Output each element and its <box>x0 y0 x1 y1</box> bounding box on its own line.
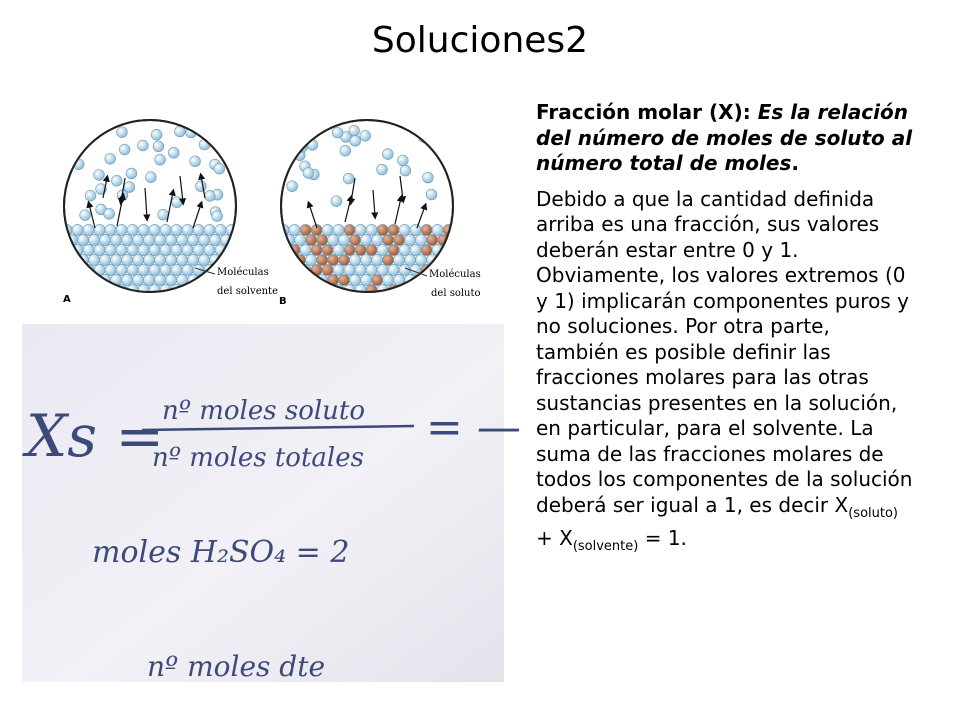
panel-a-label-2: del solvente <box>217 286 278 297</box>
body-paragraph <box>536 187 916 560</box>
panel-b-letter: B <box>279 296 287 307</box>
definition-text: Es la relación del número de moles de soluto al número total de moles <box>536 100 913 175</box>
formula-x-solute: X <box>834 492 849 517</box>
formula-x-solvent: X <box>559 526 573 550</box>
definition-paragraph <box>536 100 916 177</box>
body-text: Debido a que la cantidad definida arriba es una fracción, sus valores deberán estar entre 0 y 1. Obviamente, los valores extremos (0 y 1) implicarán componentes puros y no soluciones. Por otra parte, también es posible definir las fracciones molares para las otras sustancias presentes en la solución, en particular, para el solvente. La suma de las fracciones molares de todos los componentes de la solución deberá ser igual a 1, es decir <box>536 186 913 517</box>
photo-line3: nº moles dte <box>147 650 326 683</box>
photo-line1-rhs: = — <box>426 402 521 453</box>
photo-line1-denominator: nº moles totales <box>152 443 364 473</box>
vapor-pressure-diagram <box>55 118 505 318</box>
definition-end: . <box>791 151 799 175</box>
panel-a-letter: A <box>63 294 71 305</box>
photo-svg <box>22 324 521 683</box>
photo-line2: moles H₂SO₄ = 2 <box>92 535 350 570</box>
slide-title: Soluciones2 <box>371 20 589 61</box>
handwritten-notes-photo <box>22 324 521 683</box>
photo-line1-lhs: Xs = <box>26 402 165 470</box>
photo-line1-numerator: nº moles soluto <box>162 396 366 426</box>
diagram-svg <box>55 118 505 318</box>
formula-sub-solute: (soluto) <box>848 505 898 521</box>
panel-a-label-1: Moléculas <box>217 267 269 278</box>
panel-b-label-1: Moléculas <box>429 269 481 280</box>
formula-sub-solvent: (solvente) <box>572 539 639 554</box>
definition-term: Fracción molar (X): <box>536 100 751 124</box>
formula-equals: = 1. <box>638 526 687 550</box>
formula-plus: + <box>536 526 560 550</box>
text-column <box>536 100 916 560</box>
panel-b-label-2: del soluto <box>431 288 481 299</box>
